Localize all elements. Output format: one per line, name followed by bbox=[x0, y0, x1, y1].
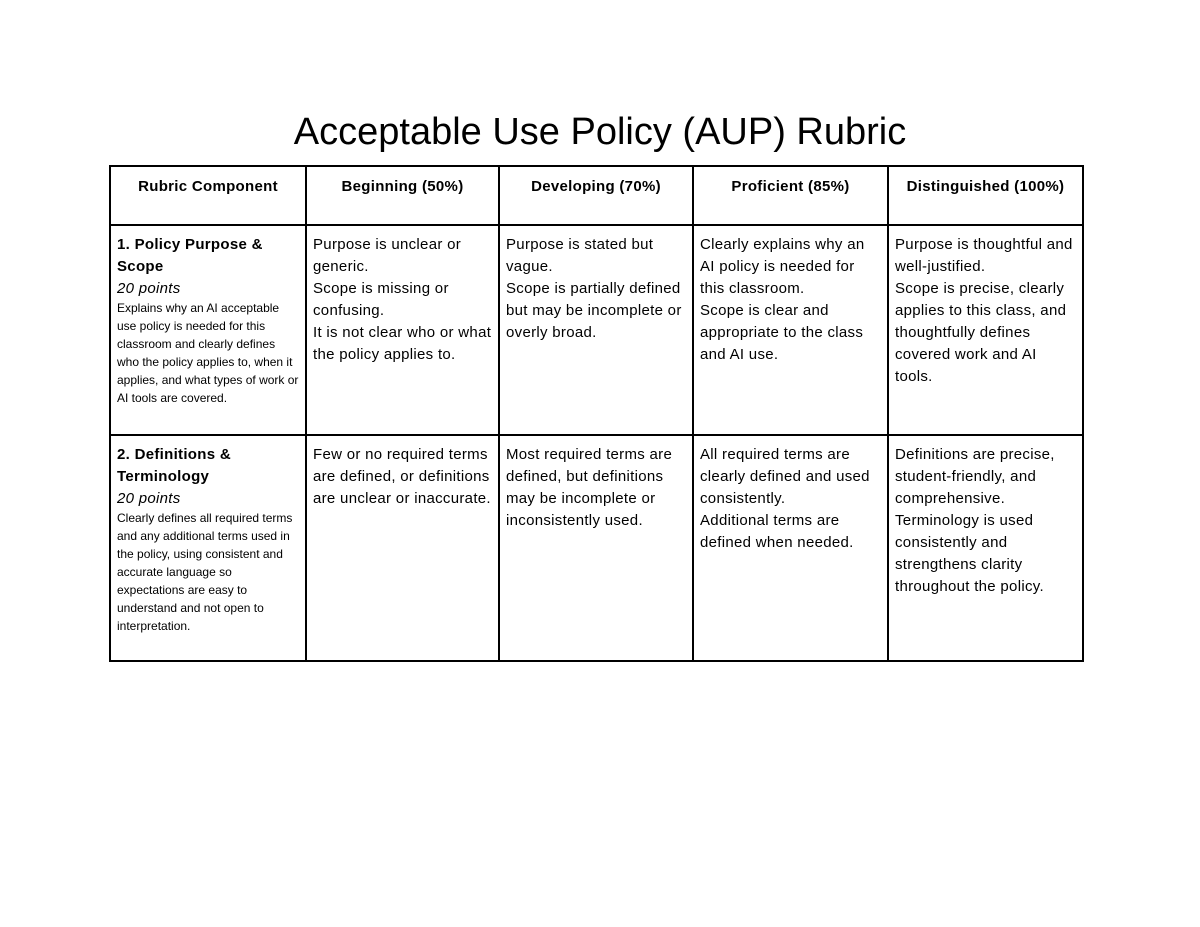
header-rubric-component: Rubric Component bbox=[110, 166, 306, 225]
page-title: Acceptable Use Policy (AUP) Rubric bbox=[293, 111, 907, 153]
criterion-text: Purpose is stated but vague. bbox=[506, 236, 654, 275]
distinguished-cell bbox=[888, 435, 1083, 661]
criterion-text: Additional terms are defined when needed. bbox=[700, 512, 854, 551]
component-title: 1. Policy Purpose & Scope bbox=[117, 236, 263, 275]
component-cell bbox=[110, 225, 306, 435]
table-row bbox=[110, 225, 1083, 435]
criterion-text: Scope is precise, clearly applies to this class, and thoughtfully defines covered work and AI tools. bbox=[895, 280, 1067, 385]
rubric-table bbox=[109, 165, 1084, 662]
proficient-cell bbox=[693, 435, 888, 661]
header-developing: Developing (70%) bbox=[499, 166, 693, 225]
component-description: Explains why an AI acceptable use policy is needed for this classroom and clearly defines who the policy applies to, when it applies, and what types of work or AI tools are covered. bbox=[117, 301, 299, 405]
beginning-cell bbox=[306, 225, 499, 435]
criterion-text: Terminology is used consistently and strengthens clarity throughout the policy. bbox=[895, 512, 1044, 595]
header-beginning: Beginning (50%) bbox=[306, 166, 499, 225]
criterion-text: It is not clear who or what the policy applies to. bbox=[313, 324, 492, 363]
component-points: 20 points bbox=[117, 490, 181, 507]
criterion-text: Clearly explains why an AI policy is needed for this classroom. bbox=[700, 236, 865, 297]
criterion-text: Purpose is thoughtful and well-justified. bbox=[895, 236, 1073, 275]
header-row bbox=[110, 166, 1083, 225]
criterion-text: Most required terms are defined, but definitions may be incomplete or inconsistently used. bbox=[506, 446, 673, 529]
developing-cell bbox=[499, 435, 693, 661]
distinguished-cell bbox=[888, 225, 1083, 435]
table-row bbox=[110, 435, 1083, 661]
header-proficient: Proficient (85%) bbox=[693, 166, 888, 225]
beginning-cell bbox=[306, 435, 499, 661]
criterion-text: Definitions are precise, student-friendly, and comprehensive. bbox=[895, 446, 1055, 507]
header-distinguished: Distinguished (100%) bbox=[888, 166, 1083, 225]
proficient-cell bbox=[693, 225, 888, 435]
developing-cell bbox=[499, 225, 693, 435]
criterion-text: Purpose is unclear or generic. bbox=[313, 236, 462, 275]
criterion-text: Scope is missing or confusing. bbox=[313, 280, 449, 319]
component-points: 20 points bbox=[117, 280, 181, 297]
component-description: Clearly defines all required terms and any additional terms used in the policy, using consistent and accurate language so expectations are easy to understand and not open to interpretation. bbox=[117, 511, 293, 633]
component-cell bbox=[110, 435, 306, 661]
component-title: 2. Definitions & Terminology bbox=[117, 446, 231, 485]
criterion-text: All required terms are clearly defined and used consistently. bbox=[700, 446, 870, 507]
criterion-text: Scope is partially defined but may be incomplete or overly broad. bbox=[506, 280, 682, 341]
criterion-text: Scope is clear and appropriate to the class and AI use. bbox=[700, 302, 864, 363]
criterion-text: Few or no required terms are defined, or definitions are unclear or inaccurate. bbox=[313, 446, 491, 507]
